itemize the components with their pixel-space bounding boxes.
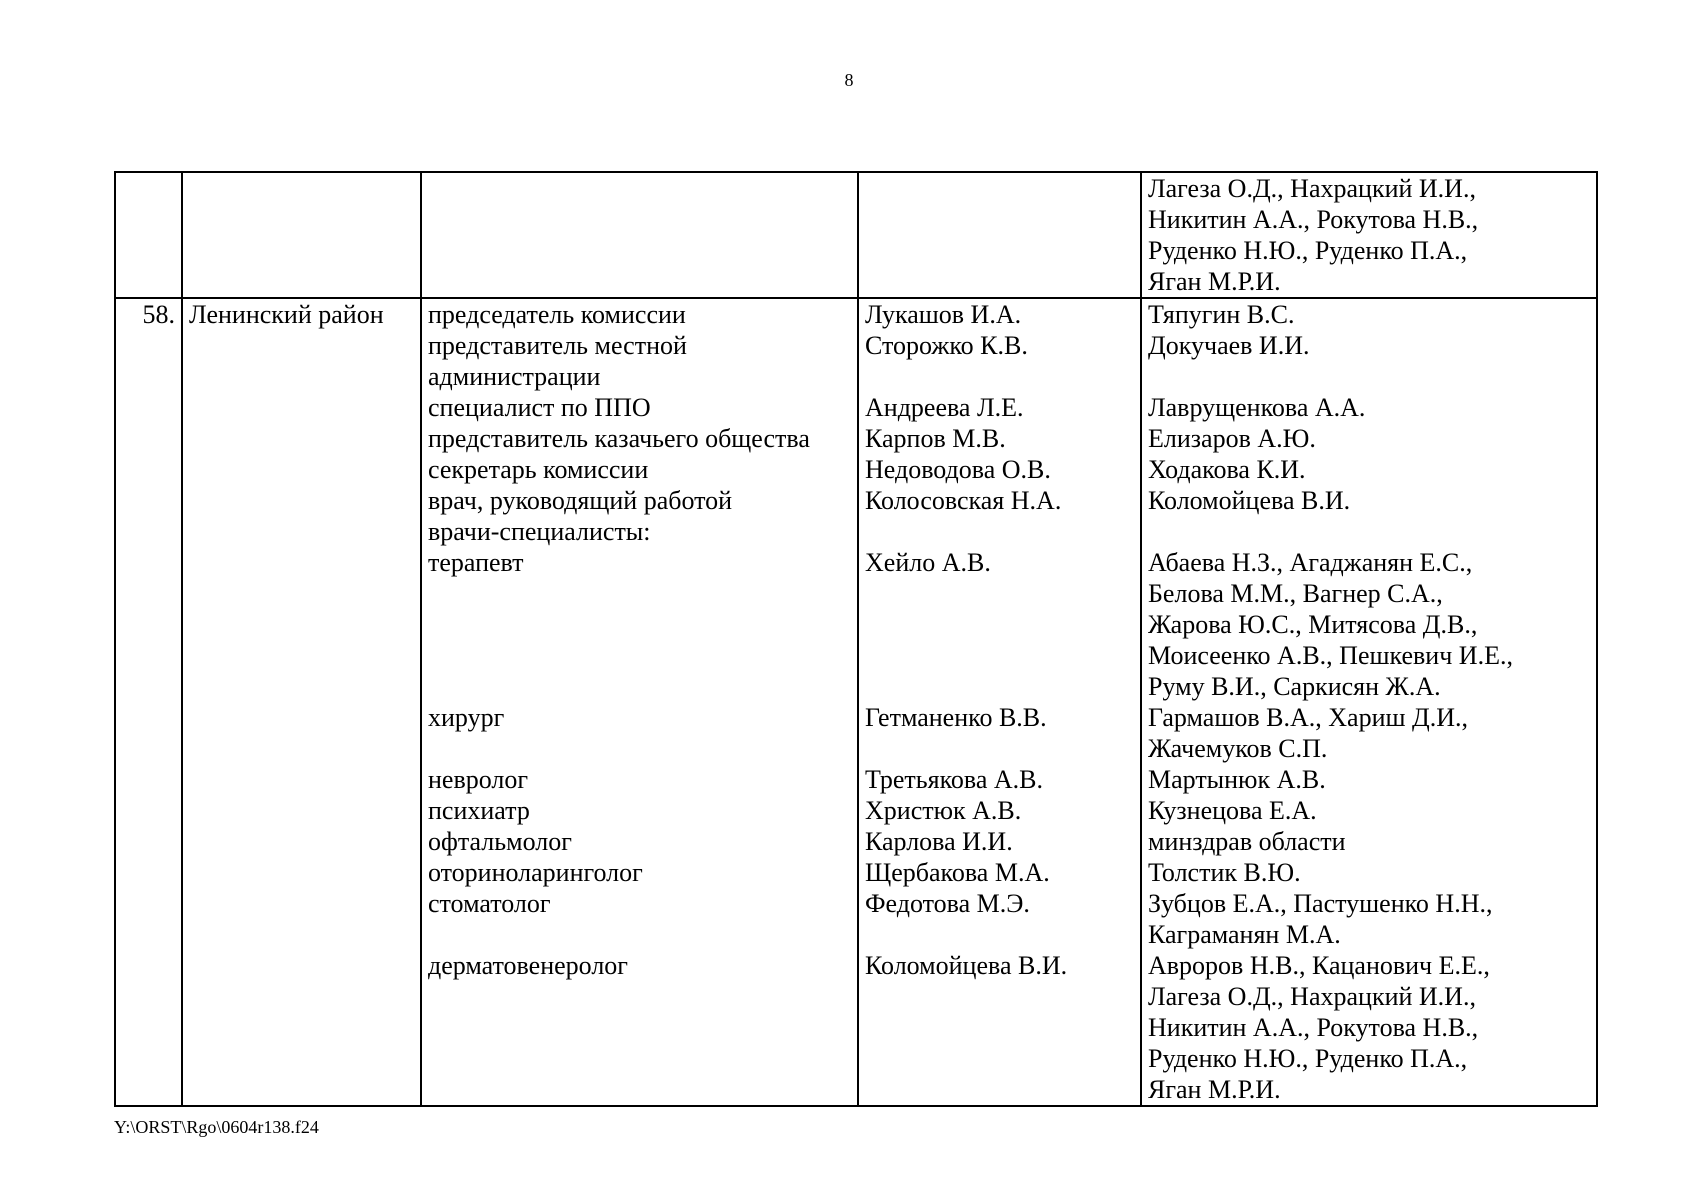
main-member-line: Карлова И.И. xyxy=(865,827,1013,856)
role-line: представитель казачьего общества xyxy=(428,424,810,453)
role-line: председатель комиссии xyxy=(428,300,686,329)
main-member-line: Коломойцева В.И. xyxy=(865,951,1068,980)
role-line: терапевт xyxy=(428,548,524,577)
main-member-line: Карпов М.В. xyxy=(865,424,1006,453)
main-member-line: Недоводова О.В. xyxy=(865,455,1051,484)
role-line xyxy=(428,1012,851,1043)
main-member-line: Христюк А.В. xyxy=(865,796,1022,825)
role-line xyxy=(428,609,851,640)
table-row-58 xyxy=(115,298,1597,1106)
reserve-member-line: Докучаев И.И. xyxy=(1148,331,1310,360)
main-member-line xyxy=(865,733,1134,764)
cell-number xyxy=(115,172,182,298)
cell-district xyxy=(182,172,421,298)
reserve-member-line: Кузнецова Е.А. xyxy=(1148,796,1317,825)
main-member-line xyxy=(865,640,1134,671)
role-line: врач, руководящий работой xyxy=(428,486,733,515)
reserve-member-line: минздрав области xyxy=(1148,827,1346,856)
role-line xyxy=(428,981,851,1012)
main-member-line xyxy=(865,361,1134,392)
main-member-line: Сторожко К.В. xyxy=(865,331,1028,360)
main-member-line: Лукашов И.А. xyxy=(865,300,1022,329)
reserve-member-line: Лаврущенкова А.А. xyxy=(1148,393,1366,422)
role-line xyxy=(428,919,851,950)
cell-main-member xyxy=(858,172,1141,298)
reserve-member-line: Руденко Н.Ю., Руденко П.А., xyxy=(1148,236,1468,265)
reserve-member-line: Коломойцева В.И. xyxy=(1148,486,1351,515)
role-line: офтальмолог xyxy=(428,827,572,856)
main-member-line xyxy=(865,981,1134,1012)
reserve-member-line: Лагеза О.Д., Нахрацкий И.И., xyxy=(1148,982,1476,1011)
role-line: администрации xyxy=(428,362,601,391)
main-member-line xyxy=(865,516,1134,547)
reserve-member-line: Жарова Ю.С., Митясова Д.В., xyxy=(1148,610,1478,639)
role-line: невролог xyxy=(428,765,529,794)
reserve-member-line: Елизаров А.Ю. xyxy=(1148,424,1316,453)
reserve-member-line: Ходакова К.И. xyxy=(1148,455,1306,484)
reserve-member-line: Белова М.М., Вагнер С.А., xyxy=(1148,579,1443,608)
role-line: врачи-специалисты: xyxy=(428,517,651,546)
role-line: стоматолог xyxy=(428,889,551,918)
reserve-member-line: Яган М.Р.И. xyxy=(1148,1075,1281,1104)
footer-file-path: Y:\ORST\Rgo\0604r138.f24 xyxy=(114,1117,319,1137)
main-member-list xyxy=(858,298,1141,1106)
main-member-line: Федотова М.Э. xyxy=(865,889,1030,918)
reserve-member-line: Каграманян М.А. xyxy=(1148,920,1341,949)
reserve-member-line: Гармашов В.А., Хариш Д.И., xyxy=(1148,703,1469,732)
role-line: оториноларинголог xyxy=(428,858,643,887)
role-line: дерматовенеролог xyxy=(428,951,628,980)
district-name: Ленинский район xyxy=(182,298,421,1106)
main-member-line xyxy=(865,1012,1134,1043)
reserve-member-line: Авроров Н.В., Кацанович Е.Е., xyxy=(1148,951,1490,980)
main-member-line: Хейло А.В. xyxy=(865,548,991,577)
main-member-line: Третьякова А.В. xyxy=(865,765,1044,794)
reserve-member-line: Никитин А.А., Рокутова Н.В., xyxy=(1148,1013,1479,1042)
reserve-member-line: Руму В.И., Саркисян Ж.А. xyxy=(1148,672,1441,701)
role-line xyxy=(428,1074,851,1105)
reserve-member-line xyxy=(1148,361,1590,392)
reserve-member-line: Абаева Н.З., Агаджанян Е.С., xyxy=(1148,548,1473,577)
cell-reserve-members xyxy=(1141,172,1597,298)
reserve-member-line: Лагеза О.Д., Нахрацкий И.И., xyxy=(1148,174,1476,203)
role-line xyxy=(428,671,851,702)
main-member-line xyxy=(865,919,1134,950)
role-line xyxy=(428,640,851,671)
main-member-line xyxy=(865,1074,1134,1105)
role-line: секретарь комиссии xyxy=(428,455,649,484)
reserve-member-line: Толстик В.Ю. xyxy=(1148,858,1301,887)
reserve-member-line: Руденко Н.Ю., Руденко П.А., xyxy=(1148,1044,1468,1073)
main-member-line: Гетманенко В.В. xyxy=(865,703,1047,732)
row-number: 58. xyxy=(115,298,182,1106)
reserve-member-line: Яган М.Р.И. xyxy=(1148,267,1281,296)
reserve-member-line: Тяпугин В.С. xyxy=(1148,300,1295,329)
role-list xyxy=(421,298,858,1106)
reserve-member-line: Никитин А.А., Рокутова Н.В., xyxy=(1148,205,1479,234)
role-line xyxy=(428,578,851,609)
main-member-line xyxy=(865,1043,1134,1074)
role-line xyxy=(428,1043,851,1074)
role-line: хирург xyxy=(428,703,505,732)
reserve-member-line xyxy=(1148,516,1590,547)
cell-role xyxy=(421,172,858,298)
role-line: психиатр xyxy=(428,796,530,825)
reserve-member-line: Зубцов Е.А., Пастушенко Н.Н., xyxy=(1148,889,1493,918)
main-member-line: Колосовская Н.А. xyxy=(865,486,1062,515)
reserve-member-list xyxy=(1141,298,1597,1106)
main-member-line: Андреева Л.Е. xyxy=(865,393,1024,422)
role-line xyxy=(428,733,851,764)
role-line: представитель местной xyxy=(428,331,687,360)
role-line: специалист по ППО xyxy=(428,393,651,422)
page-number: 8 xyxy=(844,70,854,90)
reserve-member-line: Мартынюк А.В. xyxy=(1148,765,1326,794)
reserve-member-line: Моисеенко А.В., Пешкевич И.Е., xyxy=(1148,641,1513,670)
main-member-line xyxy=(865,609,1134,640)
main-member-line: Щербакова М.А. xyxy=(865,858,1050,887)
main-member-line xyxy=(865,578,1134,609)
commission-table xyxy=(114,171,1598,1107)
table-row-continuation xyxy=(115,172,1597,298)
reserve-member-line: Жачемуков С.П. xyxy=(1148,734,1328,763)
main-member-line xyxy=(865,671,1134,702)
